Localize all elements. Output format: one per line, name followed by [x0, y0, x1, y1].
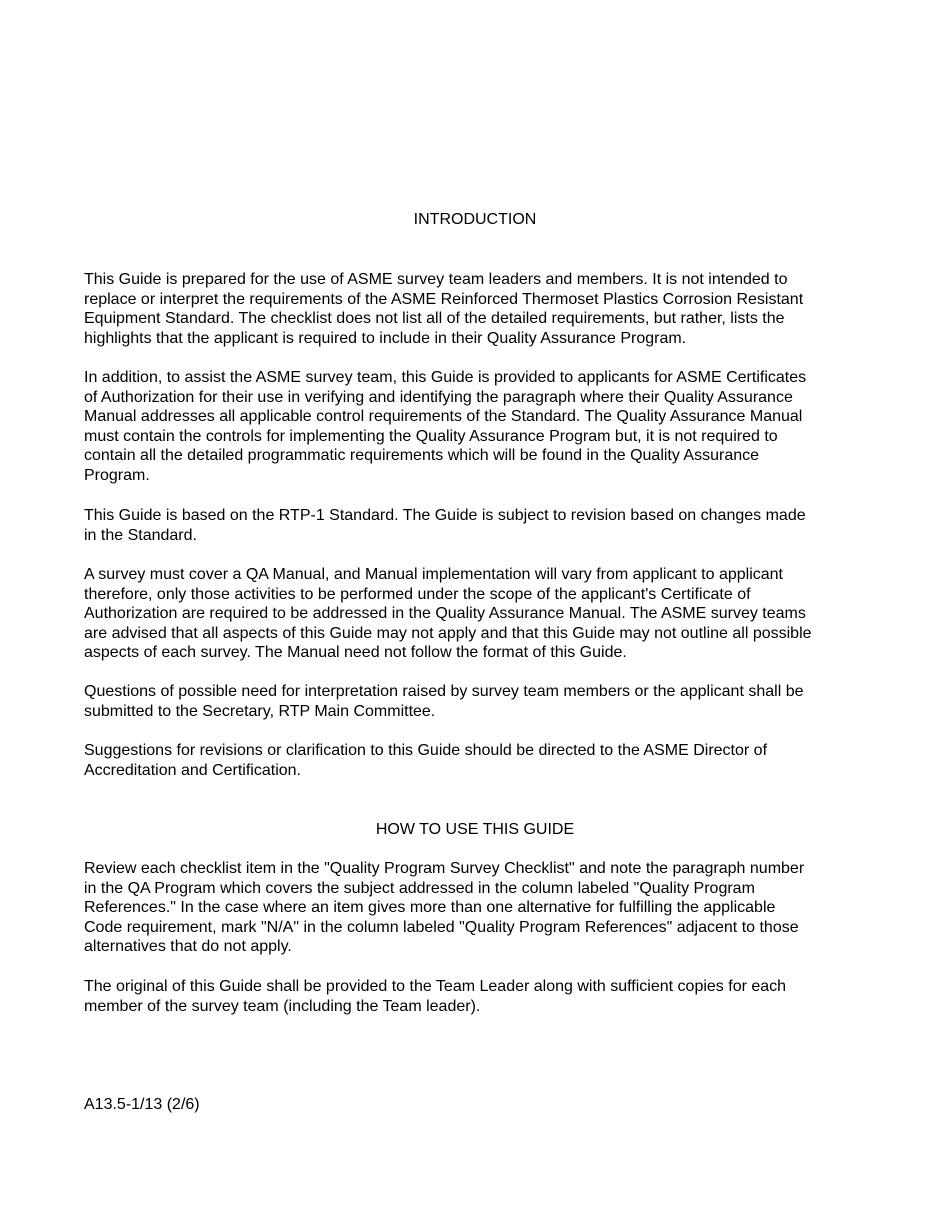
howto-heading: HOW TO USE THIS GUIDE [375, 821, 575, 838]
intro-paragraph-interpretation: Questions of possible need for interpretation raised by survey team members or the applicant shall be submitted to the Secretary, RTP Main Committee. [84, 683, 804, 720]
howto-paragraph-copies: The original of this Guide shall be provided to the Team Leader along with sufficient copies for each member of the survey team (including the Team leader). [84, 978, 787, 1015]
intro-paragraph-purpose: This Guide is prepared for the use of ASME survey team leaders and members. It is not intended to replace or interpret the requirements of the ASME Reinforced Thermoset Plastics Corrosion Resistant Equipment Standard. The checklist does not list all of the detailed requirements, but rather, lists the highlights that the applicant is required to include in their Quality Assurance Program. [84, 271, 804, 347]
introduction-heading: INTRODUCTION [413, 211, 537, 228]
intro-paragraph-standard-basis: This Guide is based on the RTP-1 Standard. The Guide is subject to revision based on changes made in the Standard. [84, 507, 806, 544]
howto-paragraph-review: Review each checklist item in the "Quality Program Survey Checklist" and note the paragraph number in the QA Program which covers the subject addressed in the column labeled "Quality Program References." In the case where an item gives more than one alternative for fulfilling the applicable Code requirement, mark "N/A" in the column labeled "Quality Program References" adjacent to those alternatives that do not apply. [84, 860, 805, 956]
intro-paragraph-applicants: In addition, to assist the ASME survey team, this Guide is provided to applicants for ASME Certificates of Authorization for their use in verifying and identifying the paragraph where their Quality Assurance Manual addresses all applicable control requirements of the Standard. The Quality Assurance Manual must contain the controls for implementing the Quality Assurance Program but, it is not required to contain all the detailed programmatic requirements which will be found in the Quality Assurance Program. [84, 369, 807, 484]
intro-paragraph-suggestions: Suggestions for revisions or clarification to this Guide should be directed to the ASME Director of Accreditation and Certification. [84, 742, 768, 779]
form-code-footer: A13.5-1/13 (2/6) [84, 1096, 200, 1113]
intro-paragraph-survey-scope: A survey must cover a QA Manual, and Manual implementation will vary from applicant to applicant therefore, only those activities to be performed under the scope of the applicant's Certificate of Authorization are required to be addressed in the Quality Assurance Manual. The ASME survey teams are advised that all aspects of this Guide may not apply and that this Guide may not outline all possible aspects of each survey. The Manual need not follow the format of this Guide. [84, 566, 812, 662]
